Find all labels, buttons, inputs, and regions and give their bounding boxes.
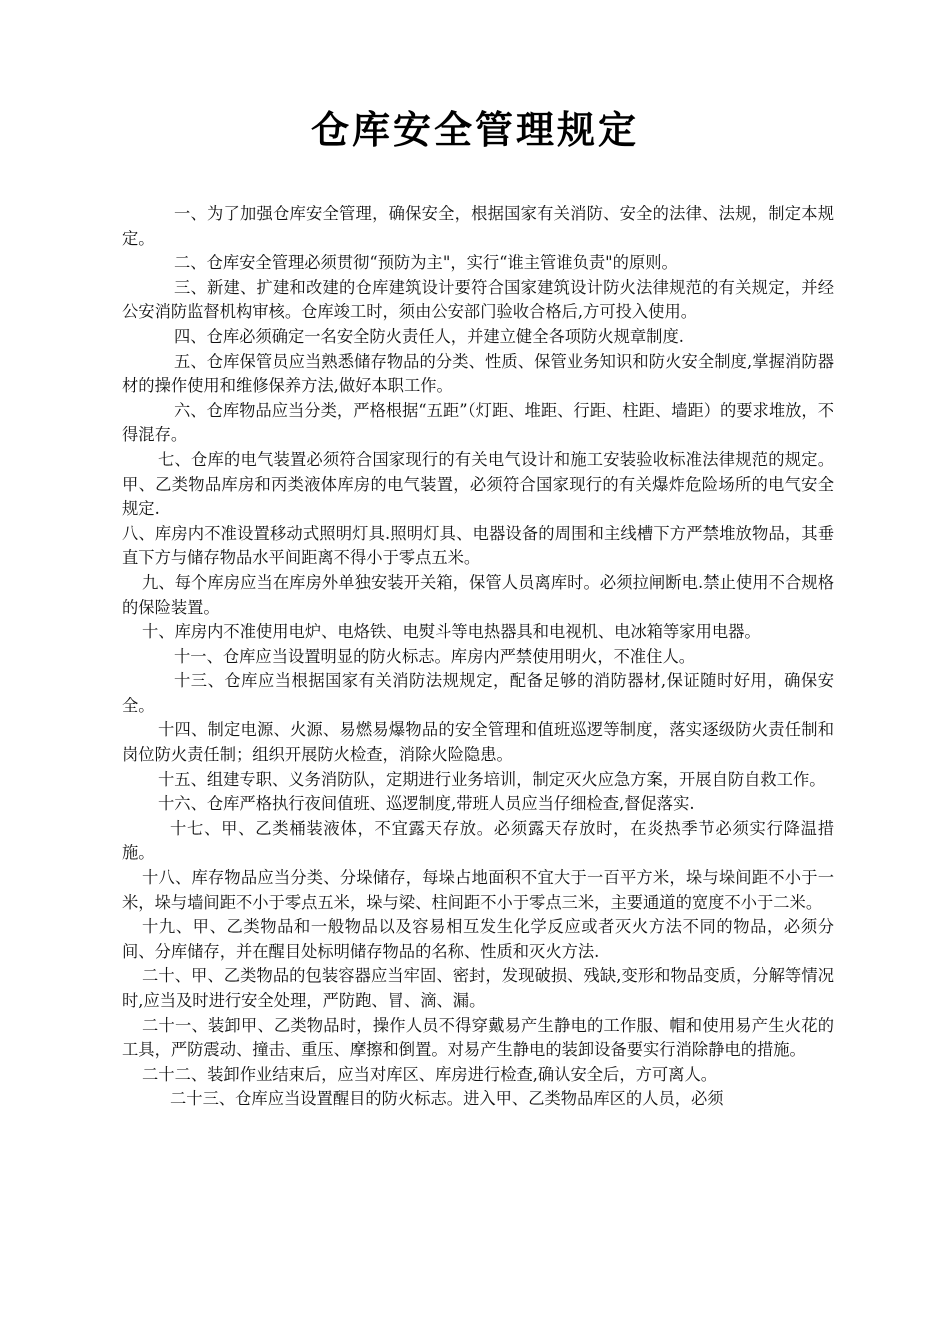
clause-14: 十四、制定电源、火源、易燃易爆物品的安全管理和值班巡逻等制度，落实逐级防火责任制和岗位防火责任制；组织开展防火检查，消除火险隐患。 xyxy=(122,720,834,765)
clause-16: 十六、仓库严格执行夜间值班、巡逻制度,带班人员应当仔细检查,督促落实. xyxy=(158,794,695,814)
clause-4: 四、仓库必须确定一名安全防火责任人，并建立健全各项防火规章制度. xyxy=(174,326,684,346)
clause-10: 十、库房内不准使用电炉、电烙铁、电熨斗等电热器具和电视机、电冰箱等家用电器。 xyxy=(142,622,761,642)
clause-1: 一、为了加强仓库安全管理，确保安全，根据国家有关消防、安全的法律、法规，制定本规定。 xyxy=(122,204,834,248)
clause-19: 十九、甲、乙类物品和一般物品以及容易相互发生化学反应或者灭火方法不同的物品，必须分间、分库储存，并在醒目处标明储存物品的名称、性质和灭火方法. xyxy=(122,917,834,961)
clause-17: 十七、甲、乙类桶装液体，不宜露天存放。必须露天存放时，在炎热季节必须实行降温措施。 xyxy=(122,818,834,863)
clause-8: 八、库房内不准设置移动式照明灯具.照明灯具、电器设备的周围和主线槽下方严禁堆放物品，其垂直下方与储存物品水平间距离不得小于零点五米。 xyxy=(122,523,834,568)
clause-22: 二十二、装卸作业结束后，应当对库区、库房进行检查,确认安全后，方可离人。 xyxy=(142,1064,718,1084)
clause-3: 三、新建、扩建和改建的仓库建筑设计要符合国家建筑设计防火法律规范的有关规定，并经公安消防监督机构审核。仓库竣工时，须由公安部门验收合格后,方可投入使用。 xyxy=(122,277,834,322)
clause-5: 五、仓库保管员应当熟悉储存物品的分类、性质、保管业务知识和防火安全制度,掌握消防器材的操作使用和维修保养方法,做好本职工作。 xyxy=(122,351,834,396)
clause-21: 二十一、装卸甲、乙类物品时，操作人员不得穿戴易产生静电的工作服、帽和使用易产生火花的工具，严防震动、撞击、重压、摩擦和倒置。对易产生静电的装卸设备要实行消除静电的措施。 xyxy=(122,1015,834,1060)
clause-7: 七、仓库的电气装置必须符合国家现行的有关电气设计和施工安装验收标准法律规范的规定。甲、乙类物品库房和丙类液体库房的电气装置，必须符合国家现行的有关爆炸危险场所的电气安全规定. xyxy=(122,449,834,519)
clause-11: 十一、仓库应当设置明显的防火标志。库房内严禁使用明火，不准住人。 xyxy=(174,646,696,666)
clause-15: 十五、组建专职、义务消防队，定期进行业务培训，制定灭火应急方案，开展自防自救工作。 xyxy=(158,769,826,789)
clause-6: 六、仓库物品应当分类，严格根据“五距”（灯距、堆距、行距、柱距、墙距）的要求堆放，不得混存。 xyxy=(122,400,834,445)
document-title: 仓库安全管理规定 xyxy=(310,108,639,152)
clause-20: 二十、甲、乙类物品的包装容器应当牢固、密封，发现破损、残缺,变形和物品变质，分解等情况时,应当及时进行安全处理，严防跑、冒、滴、漏。 xyxy=(122,966,834,1010)
clause-2: 二、仓库安全管理必须贯彻“预防为主"，实行“谁主管谁负责"的原则。 xyxy=(174,253,678,273)
clause-18: 十八、库存物品应当分类、分垛储存，每垛占地面积不宜大于一百平方米，垛与垛间距不小于一米，垛与墙间距不小于零点五米，垛与梁、柱间距不小于零点三米，主要通道的宽度不小于二米。 xyxy=(122,868,834,912)
document-body xyxy=(122,202,834,1112)
clause-9: 九、每个库房应当在库房外单独安装开关箱，保管人员离库时。必须拉闸断电.禁止使用不合规格的保险装置。 xyxy=(122,572,834,617)
clause-23: 二十三、仓库应当设置醒目的防火标志。进入甲、乙类物品库区的人员，必须 xyxy=(170,1089,724,1109)
clause-13: 十三、仓库应当根据国家有关消防法规规定，配备足够的消防器材,保证随时好用，确保安全。 xyxy=(122,671,834,715)
